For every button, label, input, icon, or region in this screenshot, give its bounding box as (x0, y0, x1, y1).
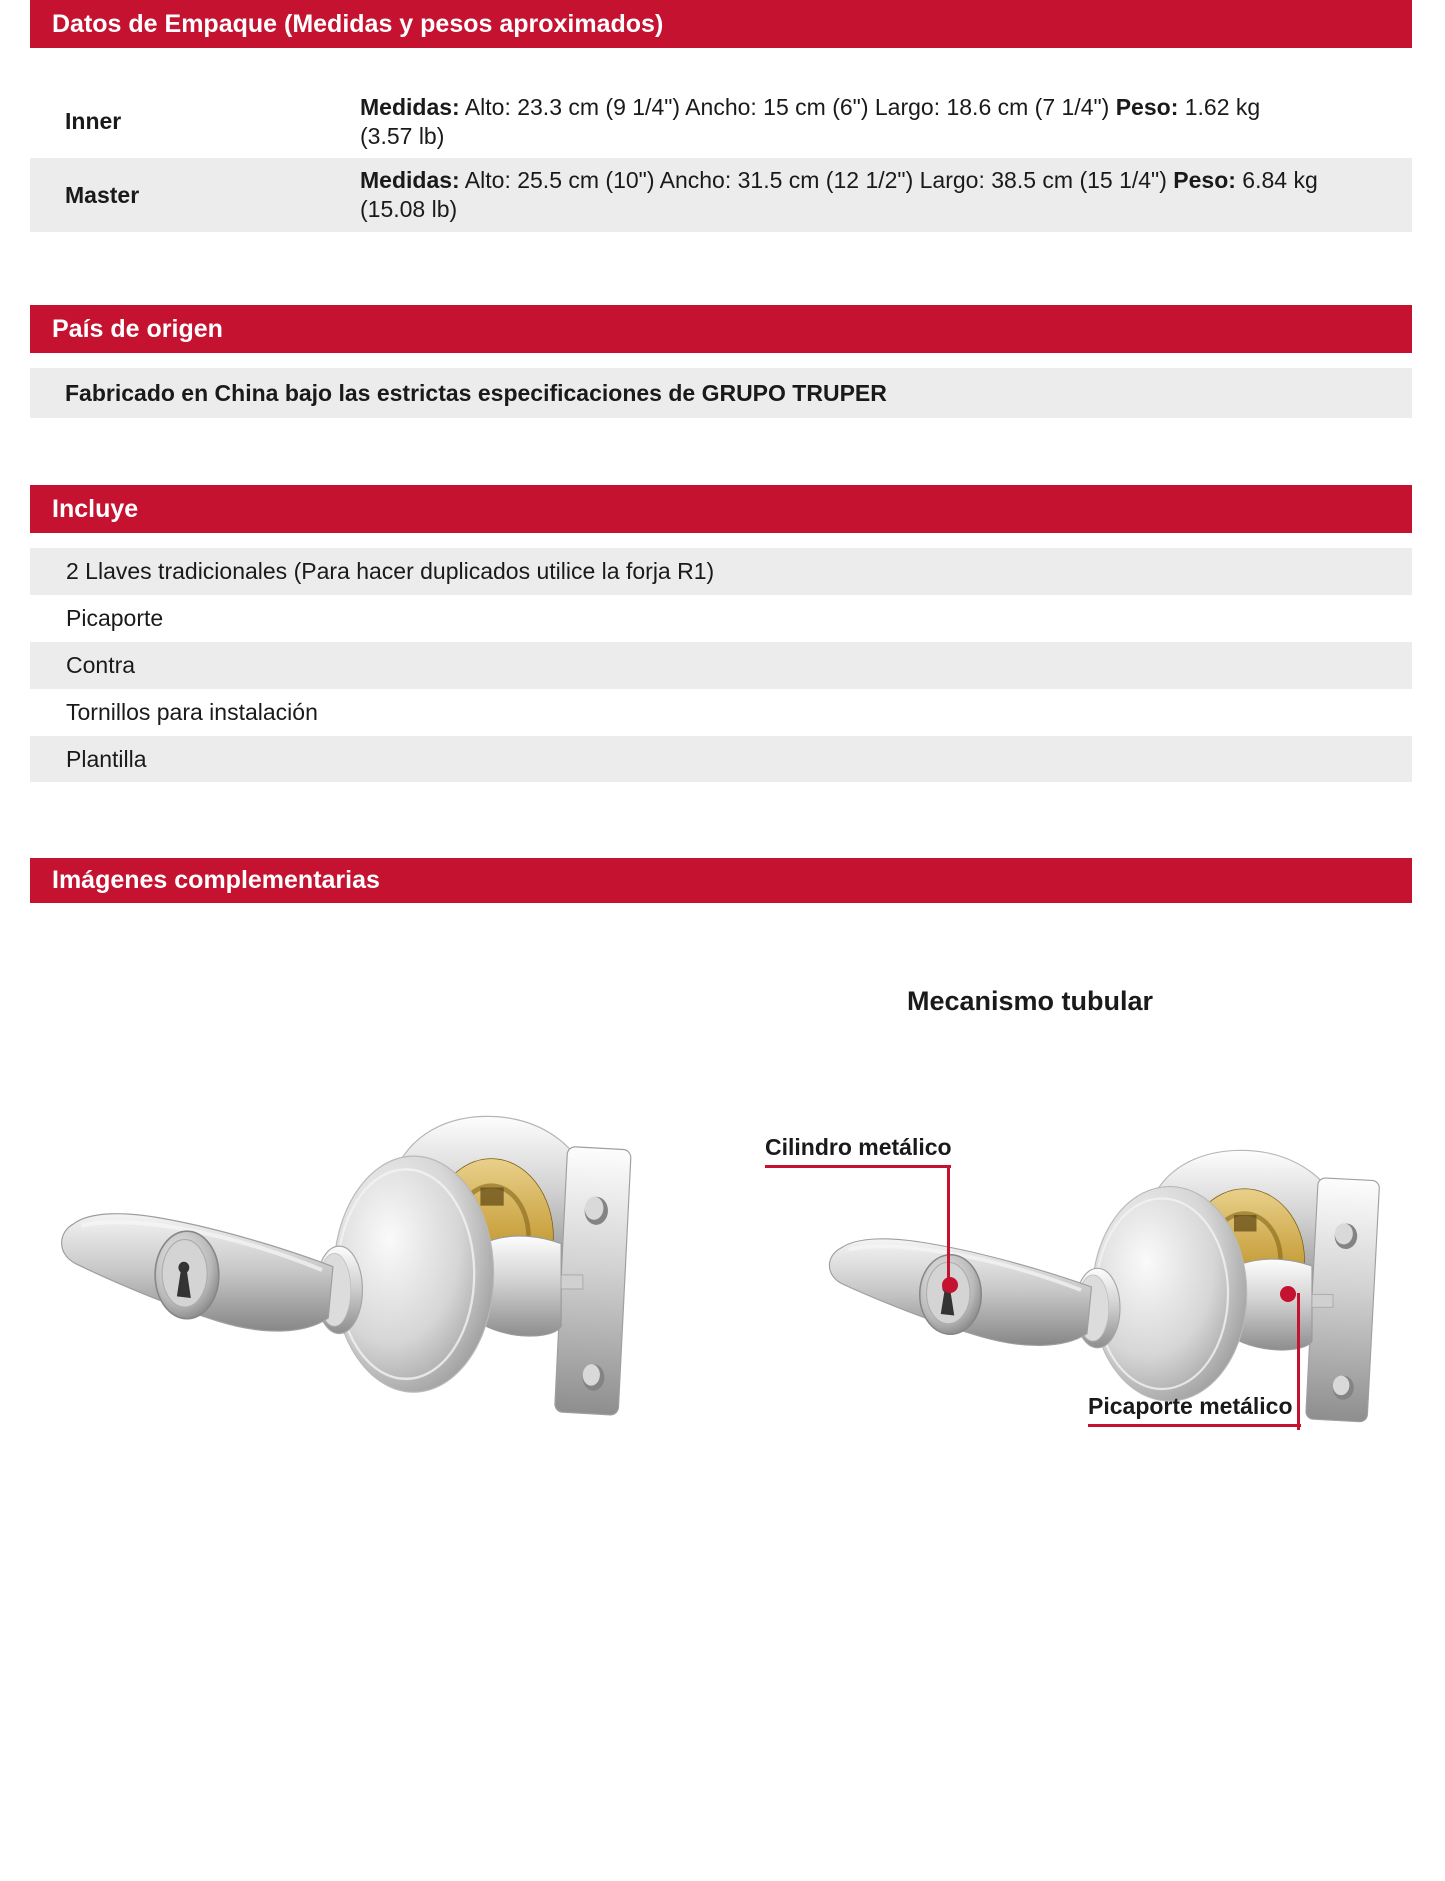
row-content (360, 93, 1412, 151)
table-row-master (30, 158, 1412, 232)
list-item: Picaporte (66, 605, 164, 631)
table-row-inner (30, 85, 1412, 158)
row-label: Inner (65, 108, 122, 134)
origin-row: Fabricado en China bajo las estrictas especificaciones de GRUPO TRUPER (30, 368, 1412, 418)
measurements-line1: Medidas: Alto: 23.3 cm (9 1/4") Ancho: 15 cm (6") Largo: 18.6 cm (7 1/4") Peso: 1.62 kg (360, 93, 1261, 120)
measurements-line1: Medidas: Alto: 25.5 cm (10") Ancho: 31.5 cm (12 1/2") Largo: 38.5 cm (15 1/4") Peso: 6.84 kg (360, 167, 1318, 193)
list-item: 2 Llaves tradicionales (Para hacer duplicados utilice la forja R1) (30, 548, 1412, 595)
section-header-imagenes: Imágenes complementarias (30, 858, 1412, 903)
callout-line-cilindro (947, 1165, 950, 1279)
section-header-empaque: Datos de Empaque (Medidas y pesos aproximados) (30, 0, 1412, 48)
callout-dot-cilindro (942, 1277, 958, 1293)
callout-label-cilindro: Cilindro metálico (765, 1134, 951, 1168)
callout-line-picaporte (1297, 1293, 1300, 1430)
section-header-incluye: Incluye (30, 485, 1412, 533)
list-item: Tornillos para instalación (66, 699, 318, 725)
list-item: Contra (30, 642, 1412, 689)
section-header-origen: País de origen (30, 305, 1412, 353)
list-item: Plantilla (30, 736, 1412, 782)
diagram-title: Mecanismo tubular (906, 986, 1154, 1016)
callout-label-picaporte: Picaporte metálico (1088, 1393, 1301, 1427)
lock-photo-left (55, 1105, 645, 1435)
row-content (360, 166, 1412, 224)
callout-dot-picaporte (1280, 1286, 1296, 1302)
row-label: Master (65, 181, 140, 208)
measurements-line2: (15.08 lb) (360, 196, 458, 222)
measurements-line2: (3.57 lb) (360, 122, 445, 149)
